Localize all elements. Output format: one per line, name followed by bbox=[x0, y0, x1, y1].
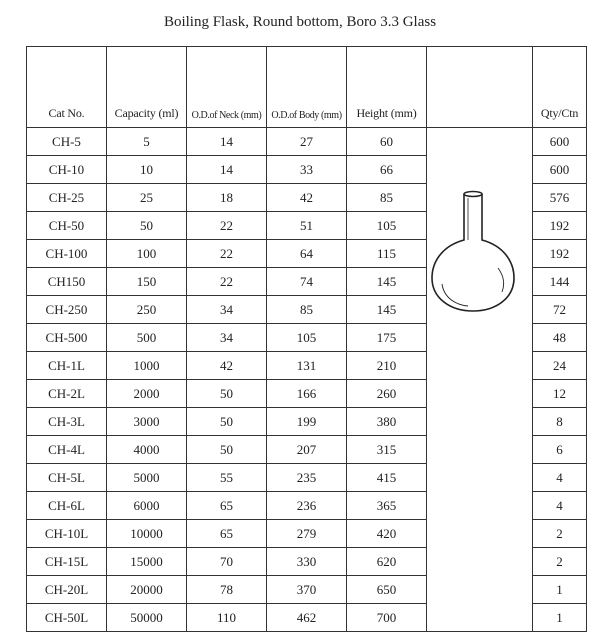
cell-height: 415 bbox=[347, 464, 427, 492]
table-row bbox=[27, 492, 587, 520]
cell-qty-ctn: 2 bbox=[533, 548, 587, 576]
cell-image-area bbox=[427, 128, 533, 156]
cell-neck-od: 50 bbox=[187, 380, 267, 408]
cell-neck-od: 22 bbox=[187, 212, 267, 240]
cell-neck-od: 18 bbox=[187, 184, 267, 212]
header-qty-ctn: Qty/Ctn bbox=[533, 47, 587, 128]
table-header-row bbox=[27, 47, 587, 128]
cell-height: 115 bbox=[347, 240, 427, 268]
cell-qty-ctn: 8 bbox=[533, 408, 587, 436]
table-row bbox=[27, 576, 587, 604]
table-row bbox=[27, 436, 587, 464]
cell-capacity: 100 bbox=[107, 240, 187, 268]
cell-cat-no: CH-5 bbox=[27, 128, 107, 156]
cell-body-od: 279 bbox=[267, 520, 347, 548]
header-body-od: O.D.of Body (mm) bbox=[267, 47, 347, 128]
cell-cat-no: CH-500 bbox=[27, 324, 107, 352]
header-capacity: Capacity (ml) bbox=[107, 47, 187, 128]
cell-height: 380 bbox=[347, 408, 427, 436]
cell-cat-no: CH-25 bbox=[27, 184, 107, 212]
cell-body-od: 166 bbox=[267, 380, 347, 408]
cell-qty-ctn: 1 bbox=[533, 576, 587, 604]
cell-height: 650 bbox=[347, 576, 427, 604]
cell-body-od: 27 bbox=[267, 128, 347, 156]
cell-image-area bbox=[427, 156, 533, 184]
cell-capacity: 50 bbox=[107, 212, 187, 240]
cell-neck-od: 34 bbox=[187, 324, 267, 352]
cell-capacity: 20000 bbox=[107, 576, 187, 604]
round-bottom-flask-icon bbox=[428, 188, 518, 313]
cell-neck-od: 22 bbox=[187, 240, 267, 268]
cell-capacity: 3000 bbox=[107, 408, 187, 436]
cell-body-od: 105 bbox=[267, 324, 347, 352]
cell-height: 85 bbox=[347, 184, 427, 212]
table-row bbox=[27, 380, 587, 408]
cell-capacity: 2000 bbox=[107, 380, 187, 408]
cell-cat-no: CH-5L bbox=[27, 464, 107, 492]
cell-qty-ctn: 6 bbox=[533, 436, 587, 464]
cell-qty-ctn: 600 bbox=[533, 128, 587, 156]
cell-cat-no: CH-4L bbox=[27, 436, 107, 464]
cell-qty-ctn: 12 bbox=[533, 380, 587, 408]
cell-qty-ctn: 4 bbox=[533, 492, 587, 520]
cell-image-area bbox=[427, 352, 533, 380]
cell-body-od: 74 bbox=[267, 268, 347, 296]
cell-body-od: 236 bbox=[267, 492, 347, 520]
cell-image-area bbox=[427, 436, 533, 464]
cell-capacity: 250 bbox=[107, 296, 187, 324]
table-row bbox=[27, 548, 587, 576]
cell-cat-no: CH150 bbox=[27, 268, 107, 296]
cell-image-area bbox=[427, 548, 533, 576]
cell-image-area bbox=[427, 464, 533, 492]
cell-image-area bbox=[427, 604, 533, 632]
cell-capacity: 150 bbox=[107, 268, 187, 296]
table-row bbox=[27, 464, 587, 492]
cell-qty-ctn: 72 bbox=[533, 296, 587, 324]
cell-capacity: 1000 bbox=[107, 352, 187, 380]
cell-body-od: 199 bbox=[267, 408, 347, 436]
cell-neck-od: 50 bbox=[187, 436, 267, 464]
cell-cat-no: CH-6L bbox=[27, 492, 107, 520]
cell-height: 420 bbox=[347, 520, 427, 548]
cell-capacity: 6000 bbox=[107, 492, 187, 520]
cell-body-od: 51 bbox=[267, 212, 347, 240]
cell-height: 175 bbox=[347, 324, 427, 352]
cell-height: 60 bbox=[347, 128, 427, 156]
cell-body-od: 33 bbox=[267, 156, 347, 184]
cell-qty-ctn: 1 bbox=[533, 604, 587, 632]
cell-body-od: 462 bbox=[267, 604, 347, 632]
cell-height: 365 bbox=[347, 492, 427, 520]
cell-body-od: 131 bbox=[267, 352, 347, 380]
cell-neck-od: 55 bbox=[187, 464, 267, 492]
cell-height: 145 bbox=[347, 268, 427, 296]
cell-cat-no: CH-250 bbox=[27, 296, 107, 324]
cell-neck-od: 14 bbox=[187, 128, 267, 156]
cell-qty-ctn: 600 bbox=[533, 156, 587, 184]
cell-capacity: 50000 bbox=[107, 604, 187, 632]
cell-qty-ctn: 48 bbox=[533, 324, 587, 352]
cell-image-area bbox=[427, 324, 533, 352]
cell-qty-ctn: 24 bbox=[533, 352, 587, 380]
cell-cat-no: CH-2L bbox=[27, 380, 107, 408]
cell-height: 210 bbox=[347, 352, 427, 380]
cell-body-od: 330 bbox=[267, 548, 347, 576]
cell-image-area bbox=[427, 408, 533, 436]
cell-image-area bbox=[427, 520, 533, 548]
cell-cat-no: CH-10L bbox=[27, 520, 107, 548]
cell-body-od: 370 bbox=[267, 576, 347, 604]
cell-qty-ctn: 192 bbox=[533, 212, 587, 240]
cell-height: 260 bbox=[347, 380, 427, 408]
cell-neck-od: 14 bbox=[187, 156, 267, 184]
cell-height: 105 bbox=[347, 212, 427, 240]
cell-image-area bbox=[427, 576, 533, 604]
cell-body-od: 235 bbox=[267, 464, 347, 492]
cell-body-od: 64 bbox=[267, 240, 347, 268]
cell-neck-od: 22 bbox=[187, 268, 267, 296]
cell-cat-no: CH-3L bbox=[27, 408, 107, 436]
header-neck-od: O.D.of Neck (mm) bbox=[187, 47, 267, 128]
cell-image-area bbox=[427, 380, 533, 408]
cell-capacity: 15000 bbox=[107, 548, 187, 576]
cell-qty-ctn: 4 bbox=[533, 464, 587, 492]
cell-height: 315 bbox=[347, 436, 427, 464]
cell-cat-no: CH-50 bbox=[27, 212, 107, 240]
cell-neck-od: 70 bbox=[187, 548, 267, 576]
cell-capacity: 5 bbox=[107, 128, 187, 156]
cell-cat-no: CH-100 bbox=[27, 240, 107, 268]
header-image-column bbox=[427, 47, 533, 128]
table-row bbox=[27, 520, 587, 548]
table-row bbox=[27, 128, 587, 156]
cell-capacity: 4000 bbox=[107, 436, 187, 464]
cell-neck-od: 78 bbox=[187, 576, 267, 604]
cell-cat-no: CH-50L bbox=[27, 604, 107, 632]
table-row bbox=[27, 324, 587, 352]
table-row bbox=[27, 352, 587, 380]
flask-spec-table bbox=[26, 46, 587, 632]
cell-neck-od: 50 bbox=[187, 408, 267, 436]
cell-body-od: 42 bbox=[267, 184, 347, 212]
cell-height: 66 bbox=[347, 156, 427, 184]
cell-neck-od: 65 bbox=[187, 520, 267, 548]
cell-height: 145 bbox=[347, 296, 427, 324]
table-row bbox=[27, 604, 587, 632]
cell-height: 700 bbox=[347, 604, 427, 632]
cell-neck-od: 110 bbox=[187, 604, 267, 632]
cell-cat-no: CH-20L bbox=[27, 576, 107, 604]
header-cat-no: Cat No. bbox=[27, 47, 107, 128]
cell-cat-no: CH-1L bbox=[27, 352, 107, 380]
cell-neck-od: 65 bbox=[187, 492, 267, 520]
header-height: Height (mm) bbox=[347, 47, 427, 128]
cell-cat-no: CH-10 bbox=[27, 156, 107, 184]
table-row bbox=[27, 408, 587, 436]
document-title: Boiling Flask, Round bottom, Boro 3.3 Glass bbox=[163, 14, 437, 30]
cell-qty-ctn: 144 bbox=[533, 268, 587, 296]
cell-qty-ctn: 2 bbox=[533, 520, 587, 548]
cell-capacity: 25 bbox=[107, 184, 187, 212]
cell-body-od: 85 bbox=[267, 296, 347, 324]
cell-capacity: 10 bbox=[107, 156, 187, 184]
cell-capacity: 5000 bbox=[107, 464, 187, 492]
cell-capacity: 500 bbox=[107, 324, 187, 352]
cell-height: 620 bbox=[347, 548, 427, 576]
cell-body-od: 207 bbox=[267, 436, 347, 464]
cell-neck-od: 34 bbox=[187, 296, 267, 324]
cell-image-area bbox=[427, 492, 533, 520]
table-row bbox=[27, 156, 587, 184]
cell-capacity: 10000 bbox=[107, 520, 187, 548]
cell-qty-ctn: 576 bbox=[533, 184, 587, 212]
cell-qty-ctn: 192 bbox=[533, 240, 587, 268]
cell-cat-no: CH-15L bbox=[27, 548, 107, 576]
cell-neck-od: 42 bbox=[187, 352, 267, 380]
